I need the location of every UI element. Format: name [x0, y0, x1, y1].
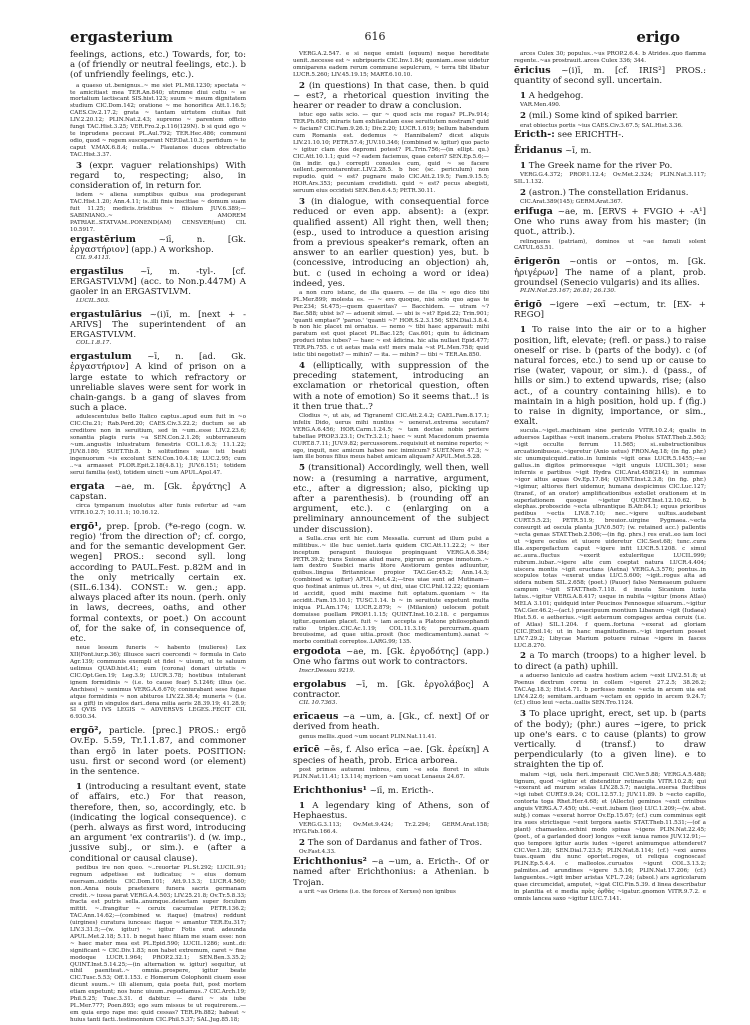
sense-definition: [70, 782, 246, 864]
entry-definition: [514, 207, 706, 238]
sense-text: (expr. vaguer relationships) With regard to, respecting; also, in consideration of, in return for.: [70, 160, 247, 191]
citation-block: Clodius ~, ut ais, ad Tigranem! CIC.Att.2.4.2; CAEL.Fam.8.17.1; infelix Dido, uerus mihi nuntius ~ uenerat..extrema secutam? VERG.A.6.456; HOR.Carm.1.24.5; ~ tam doctae nobis periere tabellae PROP.3.23.1; Ov.Tr.3.2.1; haec ~ sunt Macedonum praemia CURT.8.7.11; JUV.9.82; percussorem..requisiuit et nemine reperto; ~ ego, inquit, nec amicum habeo nec inimicum? SUET.Nero 47.3; ~ iam ille bonus filius meus habet amicam aliquam? APUL.Met.5.28.: [293, 413, 489, 461]
dictionary-entry: [514, 146, 706, 156]
entry-definition: [70, 522, 246, 644]
entry-text: ~iī, n. [Gk. ἐργαστήριον] (app.) A workshop.: [70, 234, 246, 255]
sense-definition: [514, 91, 706, 101]
entry-text: ~ī, m.: [565, 145, 592, 156]
entry-definition: [514, 130, 706, 140]
dictionary-entry: [514, 66, 706, 86]
entry-text: ~ae, m. [Gk. ἐργοδότης] (app.) One who farms out work to contractors.: [293, 647, 489, 668]
sense-text: (in questions) In that case, then. b quid ~ est?, a rhetorical question inviting the hearer or reader to draw a conclusion.: [293, 80, 490, 112]
entry-definition: [293, 745, 489, 765]
dictionary-entry: [514, 257, 706, 295]
citation-block: istuc ego satis scio. — qur ~ quod scis me rogas? PL.Ps.914; TER.Ph.685; miraris tam exhilaratam esse seruitutem nostram? quid ~ faciam? CIC.Fam.9.26.1; Div.2.20; LUCR.1.619; bellum habendum cum Romanis est. dedemus ~ Hannibalem? dicet aliquis LIV.21.10.10; PETR.57.4; JUV.10.346; (combined w. igitur) quo pacto ~ igitur clam dos depromi potest? PL.Trin.756;—(in ellipt. qu.) CIC.Att.10.1.1; quid ~? eadem faciemus, quae ceteri? SEN.Ep.5.6;—(in indir. qu.) correpti consules cum, quid ~ se facere uellent..percontarentur..LIV.2.28.5. b hoc (sc. periculum) non repudio. quid ~ est? pugnare malo CIC.Att.2.19.5; Fam.9.15.5; HOR.Ars.353; pecuniam credidisti. quid ~ est? pecus abegisti, seruum eius occidisti SEN.Ben.6.4.5; PETR.30.11.: [293, 112, 489, 195]
column-1: [70, 50, 246, 1025]
sense-number: 3: [299, 197, 305, 208]
dictionary-entry: [70, 522, 246, 721]
sense-number: 2: [299, 838, 305, 849]
sense-number: 1: [299, 800, 305, 811]
sense-text: (elliptically, with suppression of the preceding statement, introducing an exclamation or rhetorical question, often with a note of emotion) So it seems that..! is it then true that..?: [293, 361, 489, 412]
sense-number: 1: [520, 325, 526, 336]
entry-lemma: ergastulārius: [70, 308, 142, 320]
citation-block: malum ~igi, uela fieri..imperauit CIC.Ver.5.88; VERG.A.5.488; tignum, quod ~igitur et distenditur retinaculis VITR.10.2.8; qui ~exerant ad murum scalas LIV.28.3.7; nauigia..euersa fluctibus ~igi iubet CURT.9.9.24; COL.12.57.1; JUV.11.89. b ~ecto capillo, contorta toga Rhet.Her.4.68; et (Allecto) geminos ~exit crinibus anguis VERG.A.7.450; ubi..~exit..iubam (leo) LUC.1.209;—(w. abst. subj.) comas ~exerat horror Ov.Ep.15.67; (cf.) cum comminus egit ira sues strictisque ~exit tergora saetis STAT.Theb.11.531;—(of a plant) chamaeleo..echini modo spinas ~igens PLIN.Nat.22.45; (poet., of a garlanded door) longos ~exit ianua ramos JUV.12.91;—quo tempore igitur auris iudex ~igeret animumque attenderet? CIC.Ver.1.28; SEN.Dial.7.23.5; PLIN.Nat.8.114; (cf.) ~exi aures tuas..quam diu nunc oportet..roges, ut reliqua cognoscas! PLIN.Ep.5.4.4. c malleolos..curuatos ~igunt COL.3.13.2; palmites..ad arundines ~igere 5.5.16; PLIN.Nat.17.206; (cf.) languentes..~igit imber aristas V.FL.7.24; (absol.) ars agricolarum quae circumcidat, amputet, ~igat CIC.Fin.5.39. d linea describatur in planitia et e media πρὸς ὀρθὰς ~igatur..gnomon VITR.9.7.2. e omnis lancea saxo ~igitur LUC.7.141.: [514, 771, 706, 902]
citation-block: a aduerso Ianiculo ad castra hostium aciem ~exit LIV.2.51.8; ut Poenus dextrum cornu in collem ~igeret 27.2.5; 38.26.2; TAC.Ag.18.3; Hist.4.71. b perfesso monte ~ecta in arcem uia est LIV.4.22.6; semitam..arduam ~ectam ex oppido in arcem 9.24.7; (cf.) cliuo leui ~ecta..uallis SEN.Tro.1124.: [514, 672, 706, 707]
entry-text: ~a ~um, a. Ericth-. Of or named after Erichthonius: a Athenian. b Trojan.: [293, 857, 490, 888]
entry-text: ~ī, m. [Gk. ἐργολάβος] A contractor.: [293, 679, 490, 700]
continued-definition: feelings, actions, etc.) Towards, for, to: a (of friendly or neutral feelings, etc.). b (of unfriendly feelings, etc.).: [70, 50, 246, 81]
entry-lemma: ērigerōn: [514, 256, 561, 268]
sense-number: 5: [299, 463, 305, 474]
entry-lemma: ergō²,: [70, 725, 102, 737]
entry-lemma: ergō¹,: [70, 520, 102, 532]
entry-lemma: ergastulum: [70, 351, 132, 363]
running-headword-right: erigo: [636, 28, 680, 46]
entry-citations: genus mellis..quod ~um uocant PLIN.Nat.11.41.: [299, 733, 437, 740]
entry-lemma: ergastērium: [70, 233, 136, 245]
entry-source: PLIN.Nat.25.167; 26.81; 26.130.: [520, 288, 616, 294]
sense-definition: [293, 81, 489, 112]
dictionary-entry: [293, 712, 489, 740]
entry-text: prep. [prob. (*e-rego (cogn. w. regio) 'from the direction of'; cf. corgo, and for the semantic development Ger. wegen] PROS.: second syll. long according to PAUL.Fest. p.82M and in the only metrically certain ex. (SIL.6.134). CONST.: w. gen.; app. always placed after its noun. (perh. only in laws, decrees, oaths, and other formal contexts, or poet.) On account of, for the sake of, in consequence of, etc.: [70, 521, 247, 645]
entry-text: ~ēs, f. Also erīca ~ae. [Gk. ἐρείκη] A species of heath, prob. Erica arborea.: [293, 745, 490, 766]
citation-block: isdem ~ aliena sumptibus quibus sua prodegerant TAC.Hist.1.20; Ann.4.11; is..illi finis inscitiae ~ domum suam fuit 11.25; medicis..tristibus ~ filiolum JUV.6.389;—SABINIANO..~ AMOREM PATRIAE..STATVAM..PONEND(AM) CENSVER(unt) CIL 10.5917.: [70, 192, 246, 233]
sense-number: 2: [299, 80, 305, 91]
entry-citations: adulescentulus bello Italico captus..apud eum fuit in ~o CIC.Clu.21; Rab.Perd.20; CAES.Civ.3.22.2; ductum se ab creditore non in seruitium, sed in ~um..esse LIV.2.23.6; sonantia plagis ruris ~a SEN.Con.2.1.26; subterraneum ~um..angustis inlustratum fenestris COL.1.6.3; 11.1.22; JUV.8.180; SUET.Tib.8. b solitudines suas isti beati ingenuorum ~is excolunt SEN.Con.10.4.18; LUC.2.95; cum ..~a armasset FLOR.Epit.2.18(4.8.1); JUV.6.151; totidem serui familia (est), totidem uincti ~um APUL.Apol.47.: [70, 414, 246, 476]
dictionary-entry: [514, 207, 706, 252]
entry-definition: [70, 235, 246, 255]
entry-definition: [514, 66, 706, 86]
citation-block: sucula..~iget..machinam sine periculo VITR.10.2.4; qualis in aduersos Lapithas ~exit inanem..cratera Pholus STAT.Theb.2.563; ~igit occulte ferrum 11.565; si..substructionibus arcuationibusue..~igeretur (Anio uetus) FRON.Aq.18; (in fig. phr.) sic unumquicquid..ratio..in luminis ~igit oras LUCR.5.1455;—se gallus..in digitos primoresque ~igit unguis LUCIL.301; sese infernis e partibus ~igit Hydra CIC.Arat.458(214); in summas ~igor altus aquas Ov.Ep.17.84; QUINT.Inst.2.3.8; (in fig. phr.) ~igimur, altiores fieri uidemur, humana despicimus CIC.Luc.127; (transf., of an orator) amplificationibus extollet orationem et in superlationem quoque ~igetur QUINT.Inst.12.10.62. b elephas..proboscide ~ecta ulbrantique B.Afr.84.1; equus prioribus pedibus ~ectis LIV.8.7.10; nec..~igere uultus..audebant CURT.5.5.23; PETR.51.9; breuior..uirgine Pygmaea..~ecta consurgit ad oscula planta JUV.6.507; (w. retained acc.) pallentis ~ecta genas STAT.Theb.2.506;—(in fig. phrs.) res erat..eo iam loci ut ~igere oculos et uiuere uideretur CIC.Sest.68; tunc..cura illa..expergefactum caput ~igere infit LUCR.5.1208. c simul ac..aura..fluctus ~exerit extuleritque LUCIL.999; rubrum..iubar..~igere alte cum coeptat natura LUCR.4.404; uiscera montis ~igit eructans (Aetna) VERG.A.3.576; pontus..in scopulos totas ~exerat undas LUC.5.600; ~igit..rogus alta ad sidera nubem SIL.2.658; (poet.) (Pauor) falso Nemeaeum puluere campum ~igit STAT.Theb.7.118. d insula Sicanium iuxta latus..~igitur VERG.A.8.417; usque in nubila ~igitur (mons Atlas) MELA 3.101; quidquid inter Peucinos Fennosque siluarum..~igitur TAC.Ger.46.2;—(act.) praecipuum montium Libanum ~igit (Iudaea) Hist.5.6. e aetherius..~igit aeternum compages ardua ceruix (i.e. of Atlas) SIL.1.204. f quem..fortuna ~exerat ad gloriam [CIC.]Exil.14; ut in hanc magnitudinem..~igi imperium posset LIV.7.29.2; Libycae Marium potuere ruinae ~igere in fasces LUC.8.270.: [514, 428, 706, 649]
entry-text: ~ae, m. [ERVS + FVGIO + -A¹] One who runs away from his master; (in quot., attrib.).: [514, 206, 706, 238]
entry-citations: circa tympanum inuolutus alter funis refertur ad ~am VITR.10.2.7; 10.11.1; 10.16.12.: [70, 503, 246, 516]
sense-text: a To march (troops) to a higher level. b to direct (a path) uphill.: [514, 651, 707, 672]
entry-text: ~ae, m. [Gk. ἐργάτης] A capstan.: [70, 481, 247, 502]
entry-lemma: erifuga: [514, 205, 553, 217]
entry-definition: [514, 146, 706, 156]
dictionary-entry: [70, 310, 246, 348]
sense-definition: [293, 197, 489, 289]
entry-source: LUCIL.503.: [76, 297, 110, 304]
dictionary-entry: [293, 786, 489, 796]
citation-block: VERG.A.2.547. e si neque emisti (equum) neque hereditate uenit..necesse est ~ subripueris CIC.Inv.1.84; quoniam..esse uidetur omniparens eadem rerum commune sepulcrum, ~ terra tibi libatur LUCR.5.260; LIV.45.19.15; MART.6.10.10.: [293, 51, 489, 78]
entry-source: Inscr.Dessau 9219.: [299, 667, 355, 674]
sense-text: (mil.) Some kind of spiked barrier.: [528, 111, 679, 122]
entry-text: ~(i)ī, m. [cf. IRIS²] PROS.: quantity of second syll. uncertain.: [514, 65, 706, 87]
entry-text: particle. [prec.] PROS.: ergō Ov.Ep. 5.59, Tr.1.1.87, and commoner than ergō in later poets. POSITION: usu. first or second word (or element) in the sentence.: [70, 726, 246, 778]
entry-text: ~ontis or ~ontos, m. [Gk. ἠριγέρων] The name of a plant, prob. groundsel (Senecio vulgaris) and its allies.: [514, 257, 706, 288]
sense-definition: [293, 361, 489, 412]
citation-block: arces Culex 30; populus..~us PROP.2.6.4. b Atrides..quo flamma regente..~as prostrauit..arces Culex 336; 344.: [514, 51, 706, 64]
sense-text: The Greek name for the river Po.: [528, 160, 673, 171]
entry-citations: neue lessum funeris ~ habento (mulieres) Lex XII(Font.iur.p.36); illiusce sacri coercendi ~ formula in Cato Agr.139; communis exempli et fidei ~ uisum, ut te saluum uelimus QUAD.hist.41; eum (corona) donari uirtutis ~ CIC.Opt.Gen.19; Leg.3.9; LUCR.3.78; hostibus intulerant ignem formidinis ~ (i.e. to cause fear) 5.1246; illius (sc. Anchises) ~ uenimus VERG.A.6.670; coniurabant sese fugae atque formidinis ~ non abituros LIV.22.38.4; muneris ~ (i.e. as a gift) in singulos dari..dena milia aeris 28.39.19; 41.28.9; SI QVIS IVS LEGIS ~ ADVERSVS LEGES..FECIT CIL 6.930.34.: [70, 645, 246, 721]
entry-lemma: ērigō: [514, 299, 542, 310]
page-number: 616: [364, 30, 386, 43]
sense-text: To raise into the air or to a higher position, lift, elevate; (refl. or pass.) to raise oneself or rise. b (parts of the body). c (of natural forces, etc.) to send up or cause to rise (water, vapour, or sim.). d (pass., of hills or sim.) to extend upwards, rise; (also act., of a country containing hills). e to maintain in a high position, hold up. f (fig.) to raise in dignity, importance, or sim., exalt.: [514, 325, 707, 428]
entry-lemma: ergata: [70, 480, 105, 492]
entry-text: ~(i)ī, m. [next + -ARIVS] The superintendent of an ERGASTVLVM.: [70, 309, 247, 341]
entry-definition: [293, 647, 489, 667]
sense-definition: [514, 188, 706, 198]
sense-text: (transitional) Accordingly, well then, well now: a (resuming a narrative, argument, etc., after a digression; also, picking up after a parenthesis). b (rounding off an argument, etc.). c (enlarging on a preliminary announcement of the subject under discussion).: [293, 463, 490, 535]
sense-text: The son of Dardanus and father of Tros.: [307, 838, 483, 849]
dictionary-entry: [293, 647, 489, 674]
dictionary-entry: [293, 857, 489, 896]
citation-block: Ov.Fast.4.33.: [299, 849, 336, 856]
entry-lemma: ergolabus: [293, 678, 347, 690]
running-headword-left: ergasterium: [70, 28, 173, 46]
sense-definition: [514, 651, 706, 671]
sense-number: 3: [520, 709, 526, 720]
entry-definition: [70, 267, 246, 298]
sense-definition: [514, 111, 706, 121]
entry-definition: [70, 482, 246, 502]
sense-number: 2: [520, 651, 526, 662]
citation-block: a Sulla..cras erit hic cum Messalla. currunt ad illum pulsi a militibus..~ ille huc ueniet..taris quidem CIC.Att.11.22.2; ~ iter inceptum peragunt fluuioque propinquant VERG.A.6.384; PETR.39.2; trans Suionas aliud mare, pigrum ac prope inmotum..~ iam dextro Suebici maris litore Aestiorum gentes adluuntur, quibus..lingua Britannicae propior TAC.Ger.45.2; Ann.14.3; (combined w. igitur) APUL.Met.4.2;—tres uiae sunt ad Mutinam—quo festinat animus ut..tres ~, ut dixi, uiae CIC.Phil.12.22; quoniam id accidit, quod mihi maxime fuit optatum..quoniam ~ ita accidit..Fam.15.10.1; TUSC.1.14. b ~ in seruitute expetunt multa iniqua PL.Am.174; LUCR.2.879; ~ (Milanion) uelocem potuit domuisse puellam PROP.1.1.15; QUINT.Inst.10.2.18. c pergamus igitur..quoniam placet. fuit ~ iam accepta a Platone philosophandi ratio triplex..CIC.Ac.1.19; COL.11.3.16; percurram..quam breuissime, ad quae uitia..prosit (hoc medicamentum)..sanat ~ morbo comitiali correptos..LARG.99; 135.: [293, 535, 489, 646]
entry-lemma: Erichthonius²: [293, 856, 367, 868]
citation-block: a non curo istanc, de illa quaero. — de illa ~ ego dico tibi PL.Mer.899; molesta es. — ~ ero quoque, nisi scio quo agas te Per.234; St.475;—quem quaeritas? — Bacchidem. — utram ~? Bac.588; ubist is? — aduenit simul. — ubi is ~st? Epid.22; Trin.901; 'quanti emptae?' 'paruo.' 'quanti ~?' HOR.S.2.3.156; SEN.Dial.3.8.4. b non hic placet mi ornatus. — nemo ~ tibi haec apparauit: mihi paratum est quoi placet PL.Bac.125; Cas.601; quin tu ădicinam produci intus iubes? — haec ~ est ădicina. hic alia nullast Epid.477; TER.Ph.755. c ut aetas mala est! mers mala ~st PL.Men.758; quid istic tibi negotist? — mihin? — ita. — mihin? — tibi ~ TER.An.850.: [293, 289, 489, 359]
entry-lemma: erīcē: [293, 744, 320, 756]
sense-number: 1: [76, 782, 82, 793]
sense-number: 1: [520, 91, 526, 102]
citation-block: VERG.G.3.113; Ov.Met.9.424; Tr.2.294; GERM.Arat.158; HYG.Fab.166.4.: [293, 822, 489, 836]
sense-text: (introducing a resultant event, state of affairs, etc.) For that reason, therefore, then, so, accordingly, etc. b (indicating the logical consequence). c (perh. always as first word, introducing an argument 'ex contrariis'). d (w. imp., jussive subj., or sim.). e (after a conditional or causal clause).: [70, 782, 247, 864]
sense-number: 2: [520, 187, 526, 198]
citation-block: a quaeso ut..benignus..~ me siet PL.Mil.1230; spectata ~ te amicitiast mea TER.An.840; utrumne diui cultu ~ se mortalium lactiscant SIS.hist.123; suum ~ meum dignitatem studium CIC.Dom.142; oratione ~ me honorifica Att.1.16.5; CAES.Civ.2.17.2; grata ~ tantam uirtutem ciuitas fuit LIV.2.20.12; PLIN.Nat.2.43; supremo ~ parentem officio fungi TAC.Hist.3.25; VER.Fro.2.p.116(129N). b si quid ego ~ te inprudens peccaui PL.Aul.792; TER.Hec.486; communi odio, quod ~ regem susceperant NEP.Dat.10.3; perfidum ~ te caput V.MAX.6.8.4; nulla..~ Flauianos duces obtrectatio TAC.Hist.3.37.: [70, 82, 246, 158]
entry-lemma: ergastīlus: [70, 266, 124, 278]
sense-text: (astron.) The constellation Eridanus.: [528, 187, 689, 198]
sense-definition: [293, 838, 489, 848]
entry-lemma: Ericth-:: [514, 129, 555, 141]
entry-lemma: ēricius: [514, 64, 551, 76]
citation-block: erat obiectus portis ~ius CAES.Civ.3.67.5; SAL.Hist.3.36.: [520, 122, 683, 129]
entry-text: ~a ~um, a. [Gk., cf. next] Of or derived from heath.: [293, 712, 490, 733]
citation-block: pedibus ire non queo. ~..reuortar PL.St.292; LUCIL.91; regnum adpetisse est iudicatus; ~ eius domum euersam..uidetis CIC.Dom.101; Att.9.13.3; LUCR.4.560; non..Anna nouis praetexere funera sacris germanam credit..~ iussa parat VERG.A.4.503; LIV.25.21.8; Ov.Tr.5.8.33; fracta est putris sella..anumque..deiectam super foculum mittit. ~..frangitur ~ ceruix cacumulae PETR.136.2; TAC.Ann.14.62;—(combined w. itaque) (matres) reddunt (uirgines) curatura iunceas: itaque ~ amantur TER.Eu.317; LIV.3.31.5;—(w. igitur) ~ igitur Fotis erat adeunda APUL.Met.2.18; 5.11. b negat haec filiam me suam esse: non ~ haec mater mea est PL.Epid.590; LUCIL.1286; sunt..di: significant ~ CIC.Div.1.83; non habet extremum, caret ~ fine modoque LUCR.1.964; PROP.2.32.1; SEN.Ben.3.35.2; QUINT.Inst.5.14.25;—(in alternation w. igitur) sequitur, ut nihil paeniteat..~ omnia..prospere, igitur beate CIC.Tusc.5.53; Off.1.153. c Homerum Colophonii ciuem esse dicunt suum..~ illi alienum, quia poeta fuit, post mortem etiam expetunt; nos hunc uiuum..repudiamus..? CIC.Arch.19; Phil.5.25; Tusc.3.31. d dabitur. — darei ~ sis iube PL.Mer.777; Poen.893; ego sum missus te ut requirerem..—em quia ergo rape me: quid cessas? TER.Ph.882; habeat ~ huius tanti facti..testimonium CIC.Phil.5.37; SAL.Jug.85.18;: [70, 864, 246, 1023]
citation-block: CIC.Arat.389(145); GERM.Arat.367.: [520, 199, 623, 206]
dictionary-entry: [70, 235, 246, 262]
sense-definition: [514, 709, 706, 770]
sense-definition: [514, 325, 706, 427]
sense-number: 2: [520, 111, 526, 122]
entry-citations: post primos autumni imbres, cum ~e sola floret in siluis PLIN.Nat.11.41; 13.114; myricen ~am uocat Lenaeus 24.67.: [293, 766, 489, 780]
entry-definition: [514, 300, 706, 320]
sense-text: (in dialogue, with consequential force reduced or even app. absent): a (expr. qualified assent) All right then, well then; (esp., used to introduce a question arising from a previous speaker's remark, often an answer to an earlier question) yes, but. b (concessive, introducing an objection) ah, but. c (used in echoing a word or idea) indeed, yes.: [293, 197, 490, 289]
entry-definition: [293, 680, 489, 700]
column-2: [293, 50, 489, 901]
entry-definition: [70, 310, 246, 341]
entry-text: ~igere ~exī ~ectum, tr. [EX- + REGO]: [514, 300, 706, 321]
entry-citations: a urit ~as Oriens (i.e. the forces of Xerxes) non ignibus: [299, 888, 456, 895]
sense-text: To place upright, erect, set up. b (parts of the body); (phr.) aures ~igere, to prick up one's ears. c to cause (plants) to grow vertically. d (transf.) to draw perpendicularly (to a given line). e to straighten the tip of.: [514, 709, 706, 771]
entry-definition: [293, 857, 489, 888]
entry-source: COL.1.8.17.: [76, 340, 112, 347]
dictionary-entry: [293, 745, 489, 780]
entry-text: see ERICHTH-.: [557, 130, 624, 141]
entry-lemma: erīcaeus: [293, 711, 339, 723]
sense-definition: [293, 463, 489, 534]
sense-number: 1: [520, 160, 526, 171]
entry-definition: [293, 712, 489, 732]
entry-text: ~iī, m. Ericth-.: [369, 785, 434, 796]
entry-definition: [293, 786, 489, 796]
entry-lemma: Ēridanus: [514, 144, 563, 156]
entry-text: ~ī, n. [ad. Gk. ἐργαστήριον] A kind of prison on a large estate to which refractory or unreliable slaves were sent for work in chain-gangs. b a gang of slaves from such a place.: [70, 352, 246, 414]
citation-block: VERG.G.4.372; PROP.1.12.4; Ov.Met.2.324; PLIN.Nat.3.117; SIL.1.132.: [514, 172, 706, 185]
dictionary-entry: [293, 680, 489, 707]
sense-number: 4: [299, 361, 305, 371]
running-header: [70, 28, 680, 50]
entry-lemma: ergodota: [293, 646, 342, 658]
sense-text: A hedgehog.: [528, 91, 584, 102]
dictionary-entry: [514, 300, 706, 320]
entry-definition: [70, 726, 246, 777]
entry-definition: [514, 257, 706, 288]
sense-definition: [293, 801, 489, 821]
entry-lemma: Erichthonius¹: [293, 784, 367, 796]
dictionary-entry: [70, 352, 246, 476]
citation-block: VAR.Men.490.: [520, 102, 561, 109]
entry-definition: [70, 352, 246, 413]
entry-source: CIL 9.4113.: [76, 255, 111, 262]
entry-text: ~ī, m. -tyl-. [cf. ERGASTVLVM] (acc. to Non.p.447M) A gaoler in an ERGASTVLVM.: [70, 267, 247, 298]
dictionary-entry: [514, 130, 706, 140]
column-3: [514, 50, 706, 904]
sense-text: A legendary king of Athens, son of Hephaestus.: [293, 800, 489, 822]
dictionary-entry: [70, 267, 246, 305]
dictionary-entry: [70, 482, 246, 517]
dictionary-entry: [70, 726, 246, 777]
entry-citations: relinquens (patriam), dominos ut ~ae famuli solent CATUL.63.51.: [514, 238, 706, 252]
entry-source: CIL 10.7363.: [299, 700, 338, 707]
sense-definition: [70, 161, 246, 192]
sense-number: 3: [76, 160, 82, 171]
sense-definition: [514, 161, 706, 171]
